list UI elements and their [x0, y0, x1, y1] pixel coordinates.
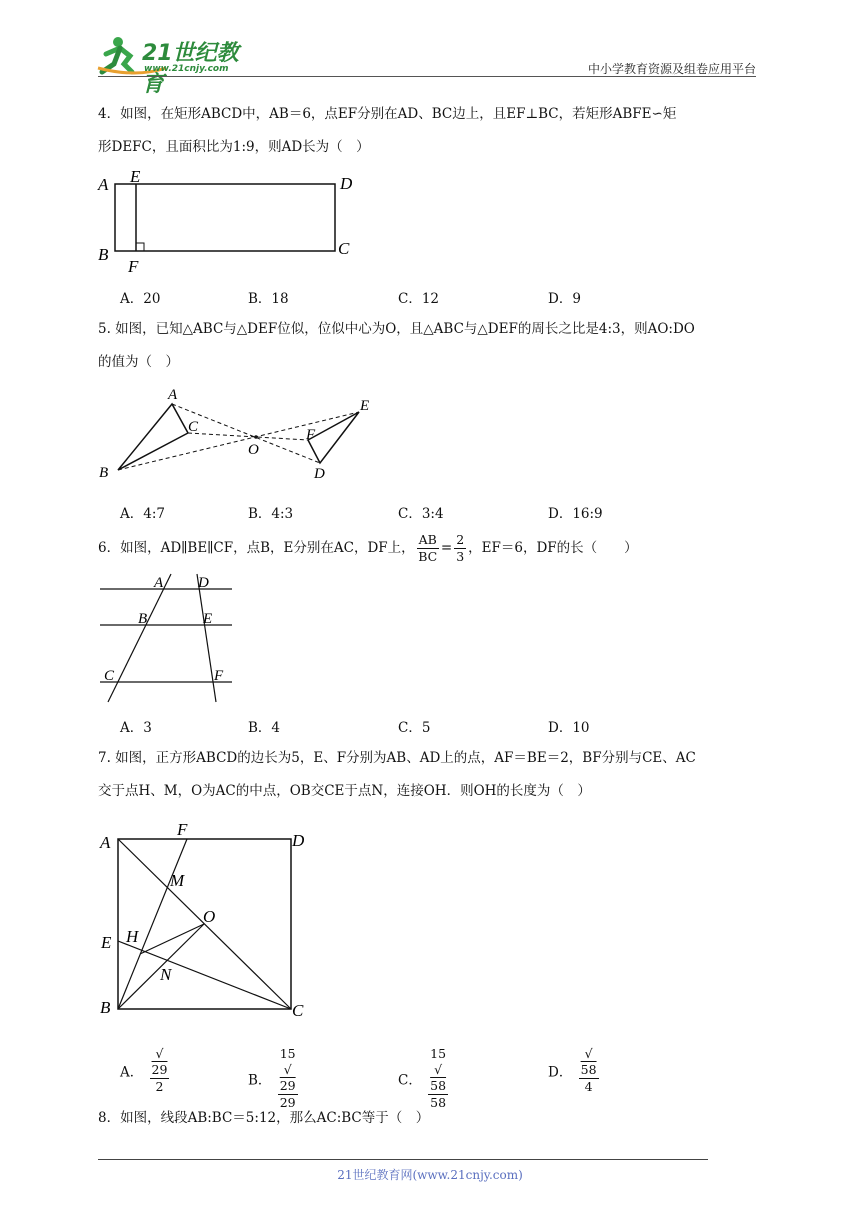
q4-figure — [96, 168, 366, 274]
q7-option-c-radicand: 58 — [430, 1078, 447, 1093]
q7-option-a-letter: A． — [120, 1064, 144, 1081]
q7-option-b-fraction: 15 √ 29 29 — [279, 1046, 296, 1110]
q7-label-o: O — [203, 907, 216, 926]
q6-label-f: F — [214, 668, 224, 684]
q7-option-b-den: 29 — [279, 1095, 296, 1110]
q7-option-b-letter: B． — [248, 1072, 272, 1089]
q5-label-d: D — [314, 466, 325, 482]
q6-figure — [96, 572, 246, 706]
question-5-line1: 5. 如图，已知△ABC与△DEF位似，位似中心为O，且△ABC与△DEF的周长之比是4:3，则AO:DO — [98, 321, 695, 337]
q5-option-a[interactable]: A．4:7 — [120, 506, 165, 522]
q4-rect-abcd — [115, 184, 335, 251]
q7-label-e: E — [101, 933, 112, 952]
question-4-line2: 形DEFC，且面积比为1:9，则AD长为（ ） — [98, 139, 370, 155]
q7-option-c-coef: 15 — [430, 1046, 447, 1061]
q6-text-pre: 6．如图，AD∥BE∥CF，点B，E分别在AC，DF上， — [98, 540, 415, 556]
q7-option-a-fraction: √ 29 2 — [151, 1046, 168, 1094]
question-4-line1: 4．如图，在矩形ABCD中，AB＝6，点EF分别在AD、BC边上，且EF⊥BC，若矩形ABFE∽矩 — [98, 106, 677, 122]
q7-label-h: H — [126, 927, 139, 946]
question-7-line2: 交于点H、M，O为AC的中点，OB交CE于点N，连接OH．则OH的长度为（ ） — [98, 783, 591, 799]
q4-label-f: F — [128, 257, 139, 274]
q7-option-c-fraction: 15 √ 58 58 — [430, 1046, 447, 1110]
q5-label-b: B — [99, 465, 109, 481]
q7-option-c-letter: C． — [398, 1072, 422, 1089]
q5-label-f: F — [306, 427, 316, 443]
q7-option-a-den: 2 — [155, 1079, 164, 1094]
q7-label-c: C — [292, 1001, 304, 1020]
q6-frac2-num: 2 — [456, 532, 465, 547]
q6-label-e: E — [203, 611, 213, 627]
logo-text: 21世纪教育 — [142, 41, 239, 97]
q5-option-d[interactable]: D．16:9 — [548, 506, 603, 522]
q7-option-d-radicand: 58 — [580, 1062, 597, 1077]
question-6-line — [98, 528, 760, 568]
q7-option-b-radicand: 29 — [279, 1078, 296, 1093]
q5-center-o-point — [254, 435, 258, 439]
q7-segment-bf — [118, 839, 187, 1009]
q4-option-c[interactable]: C．12 — [398, 291, 440, 307]
q6-text-post: ，EF＝6，DF的长（ ） — [468, 540, 638, 556]
q7-label-m: M — [170, 871, 185, 890]
q6-option-c[interactable]: C．5 — [398, 720, 431, 736]
q4-label-b: B — [98, 245, 109, 264]
q6-label-a: A — [154, 575, 164, 591]
q7-segment-oh — [140, 924, 204, 954]
q4-label-a: A — [98, 175, 109, 194]
q7-label-b: B — [100, 998, 111, 1017]
footer-site-text[interactable]: 21世纪教育网(www.21cnjy.com) — [337, 1168, 523, 1182]
q7-option-d-den: 4 — [584, 1079, 593, 1094]
q6-fraction-ab-bc — [417, 532, 439, 565]
q7-label-f: F — [177, 820, 188, 839]
q6-option-d[interactable]: D．10 — [548, 720, 590, 736]
q7-label-a: A — [100, 833, 111, 852]
q4-label-c: C — [338, 239, 350, 258]
footer-divider — [98, 1159, 708, 1160]
question-5-line2: 的值为（ ） — [98, 354, 179, 370]
q7-label-d: D — [292, 831, 305, 850]
q6-option-b[interactable]: B．4 — [248, 720, 281, 736]
q7-segment-ce — [118, 941, 291, 1009]
q7-option-c-den: 58 — [430, 1095, 447, 1110]
q5-label-c: C — [188, 419, 199, 435]
q5-triangle-abc — [118, 404, 188, 470]
q5-label-a: A — [168, 387, 178, 403]
q5-triangle-def — [308, 412, 359, 463]
q6-option-a[interactable]: A．3 — [120, 720, 152, 736]
q6-frac-eq: = — [440, 540, 453, 556]
header-platform-text: 中小学教育资源及组卷应用平台 — [587, 62, 756, 76]
q6-frac-num: AB — [418, 532, 437, 547]
question-7-line1: 7. 如图，正方形ABCD的边长为5，E、F分别为AB、AD上的点，AF＝BE＝2，BF分别与CE、AC — [98, 750, 696, 766]
q6-frac-den: BC — [418, 549, 438, 564]
header-logo — [96, 34, 256, 97]
q6-frac2-den: 3 — [456, 549, 465, 564]
header-divider — [98, 76, 756, 77]
q6-label-c: C — [104, 668, 115, 684]
q5-label-e: E — [360, 398, 370, 414]
q5-label-o: O — [248, 442, 259, 458]
q6-fraction-2-3 — [454, 532, 466, 565]
q4-right-angle-mark — [136, 243, 144, 251]
question-8-line1: 8．如图，线段AB:BC＝5:12，那么AC:BC等于（ ） — [98, 1110, 430, 1126]
q6-transversal-ac — [108, 574, 171, 702]
q4-option-b[interactable]: B．18 — [248, 291, 289, 307]
q6-label-b: B — [138, 611, 148, 627]
q7-option-a[interactable] — [120, 1046, 171, 1095]
q5-figure — [96, 384, 386, 484]
q5-option-b[interactable]: B．4:3 — [248, 506, 294, 522]
q7-option-d-letter: D． — [548, 1064, 573, 1081]
q4-label-d: D — [340, 174, 353, 193]
q7-label-n: N — [160, 965, 172, 984]
q4-label-e: E — [130, 168, 141, 186]
q7-option-d[interactable] — [548, 1046, 601, 1095]
q7-figure — [96, 818, 320, 1022]
q6-label-d: D — [198, 575, 209, 591]
q4-option-d[interactable]: D．9 — [548, 291, 581, 307]
q7-option-d-fraction: √ 58 4 — [580, 1046, 597, 1094]
logo-url: www.21cnjy.com — [144, 64, 229, 74]
q7-option-b-coef: 15 — [279, 1046, 296, 1061]
q4-option-a[interactable]: A．20 — [120, 291, 161, 307]
q5-option-c[interactable]: C．3:4 — [398, 506, 444, 522]
q7-option-a-radicand: 29 — [151, 1062, 168, 1077]
